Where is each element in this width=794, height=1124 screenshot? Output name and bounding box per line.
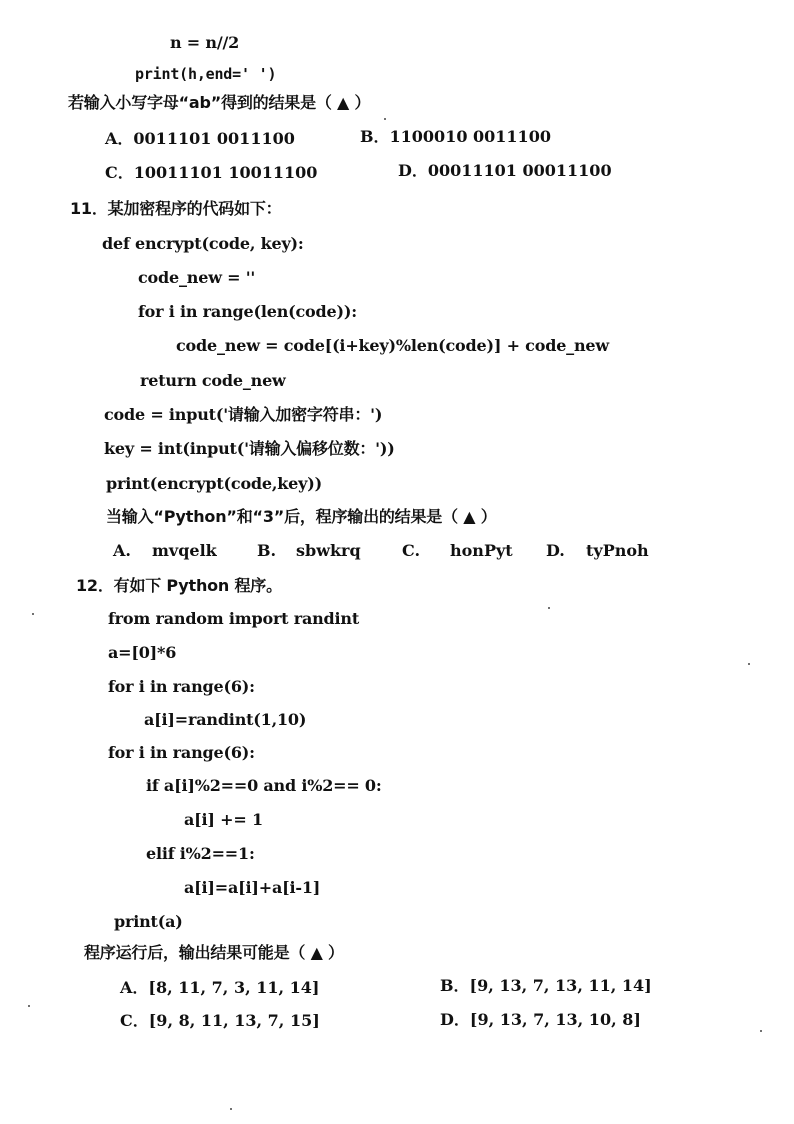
scan-speck: [32, 613, 34, 615]
q12-code-line-10: print(a): [114, 912, 183, 931]
q11-code-line-5: return code_new: [140, 371, 286, 390]
q12-code-line-5: for i in range(6):: [108, 743, 255, 762]
q12-code-line-1: from random import randint: [108, 609, 360, 628]
q11-code-line-4: code_new = code[(i+key)%len(code)] + code_new: [176, 336, 609, 355]
q11-option-b: sbwkrq: [296, 541, 361, 560]
q10-code-line-1: n = n//2: [170, 33, 240, 52]
q10-code-line-2: print(h,end=' '): [135, 65, 277, 83]
q11-option-d-label: D.: [546, 541, 565, 560]
q12-code-line-7: a[i] += 1: [184, 810, 263, 829]
q11-code-line-2: code_new = '': [138, 268, 256, 287]
q12-code-line-3: for i in range(6):: [108, 677, 255, 696]
scan-speck: [384, 118, 386, 120]
q10-option-b: B．1100010 0011100: [360, 127, 551, 146]
q11-question-text: 当输入“Python”和“3”后，程序输出的结果是（ ▲ ）: [106, 507, 497, 526]
scan-speck: [760, 1030, 762, 1032]
q10-question-text: 若输入小写字母“ab”得到的结果是（ ▲ ）: [68, 93, 371, 112]
q12-option-d: D．[9, 13, 7, 13, 10, 8]: [440, 1010, 641, 1029]
q12-code-line-4: a[i]=randint(1,10): [144, 710, 307, 729]
q12-code-line-9: a[i]=a[i]+a[i-1]: [184, 878, 321, 897]
q11-title: 11．某加密程序的代码如下：: [70, 199, 282, 218]
q10-option-a: A．0011101 0011100: [105, 129, 295, 148]
q12-option-a: A．[8, 11, 7, 3, 11, 14]: [120, 978, 320, 997]
scan-speck: [230, 1108, 232, 1110]
scan-speck: [748, 663, 750, 665]
q11-option-a: mvqelk: [152, 541, 217, 560]
q10-option-d: D．00011101 00011100: [398, 161, 612, 180]
scan-speck: [28, 1005, 30, 1007]
q11-option-c-label: C.: [402, 541, 421, 560]
q11-option-b-label: B.: [257, 541, 277, 560]
q12-code-line-8: elif i%2==1:: [146, 844, 255, 863]
q11-code-line-6: code = input('请输入加密字符串：'): [104, 405, 383, 424]
q11-code-line-7: key = int(input('请输入偏移位数：')): [104, 439, 395, 458]
q12-option-b: B．[9, 13, 7, 13, 11, 14]: [440, 976, 652, 995]
q11-code-line-8: print(encrypt(code,key)): [106, 474, 322, 493]
q12-question-text: 程序运行后，输出结果可能是（ ▲ ）: [84, 943, 344, 962]
q12-code-line-6: if a[i]%2==0 and i%2== 0:: [146, 776, 382, 795]
q11-option-c: honPyt: [450, 541, 513, 560]
q12-code-line-2: a=[0]*6: [108, 643, 177, 662]
q10-option-c: C．10011101 10011100: [105, 163, 318, 182]
q11-option-d: tyPnoh: [586, 541, 649, 560]
q11-code-line-3: for i in range(len(code)):: [138, 302, 357, 321]
scan-speck: [548, 607, 550, 609]
q12-title: 12．有如下 Python 程序。: [76, 576, 282, 595]
q11-option-a-label: A.: [113, 541, 131, 560]
q12-option-c: C．[9, 8, 11, 13, 7, 15]: [120, 1011, 320, 1030]
q11-code-line-1: def encrypt(code, key):: [102, 234, 304, 253]
